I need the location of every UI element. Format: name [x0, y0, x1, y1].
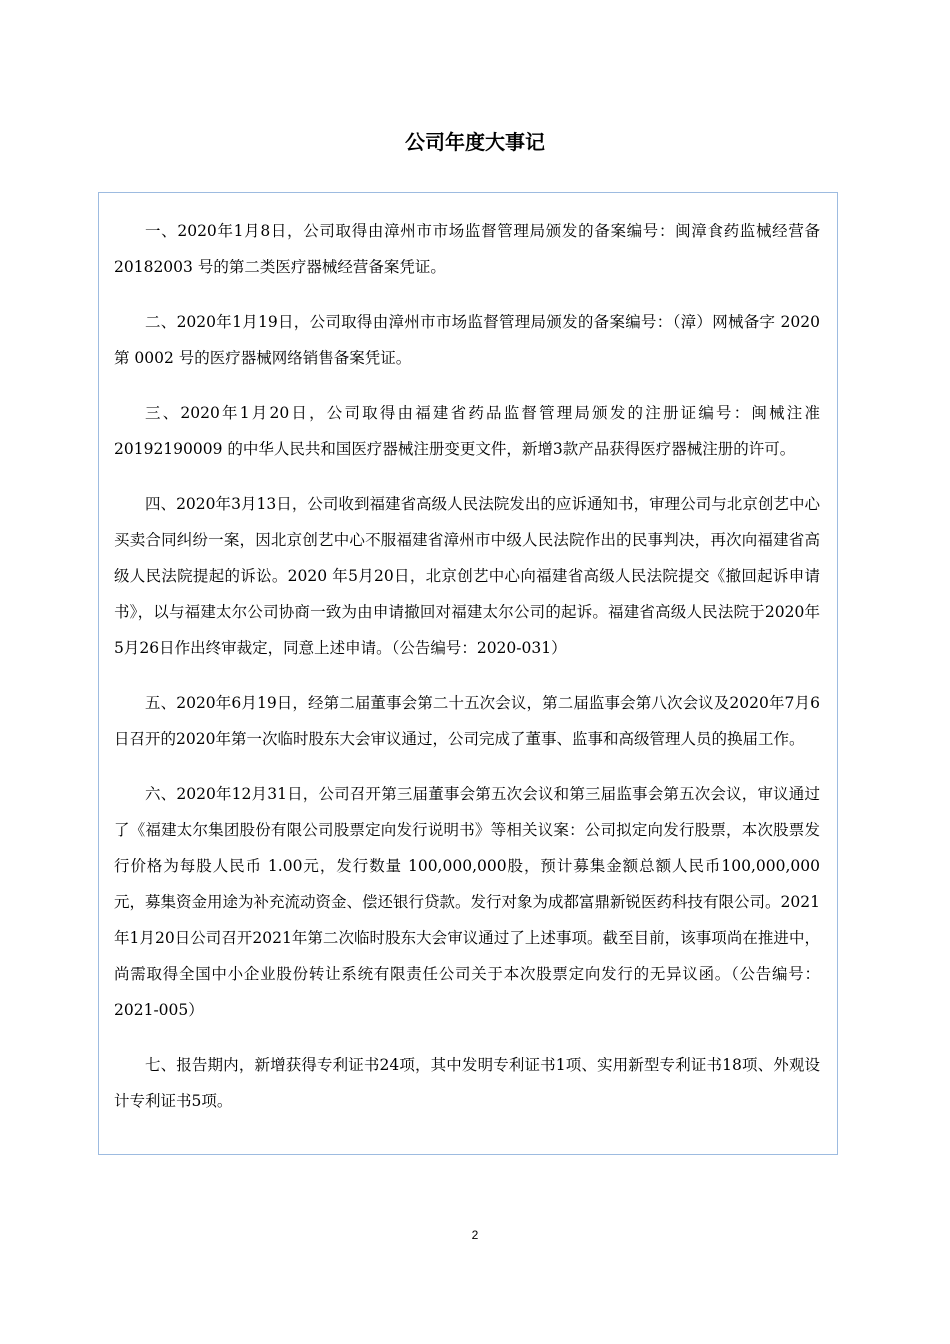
- page-number: 2: [471, 1228, 479, 1242]
- event-paragraph-5: 五、2020年6月19日，经第二届董事会第二十五次会议，第二届监事会第八次会议及2020年7月6日召开的2020年第一次临时股东大会审议通过，公司完成了董事、监事和高级管理人员的换届工作。: [114, 694, 820, 748]
- events-box: [98, 192, 838, 1155]
- event-paragraph-2: 二、2020年1月19日，公司取得由漳州市市场监督管理局颁发的备案编号：（漳）网械备字 2020 第 0002 号的医疗器械网络销售备案凭证。: [114, 313, 820, 367]
- event-paragraph-1: 一、2020年1月8日，公司取得由漳州市市场监督管理局颁发的备案编号：闽漳食药监械经营备 20182003 号的第二类医疗器械经营备案凭证。: [114, 222, 820, 276]
- event-paragraph-3: 三、2020年1月20日，公司取得由福建省药品监督管理局颁发的注册证编号：闽械注准 20192190009 的中华人民共和国医疗器械注册变更文件，新增3款产品获得医疗器械注册的许可。: [114, 404, 820, 458]
- event-paragraph-7: 七、报告期内，新增获得专利证书24项，其中发明专利证书1项、实用新型专利证书18项、外观设计专利证书5项。: [114, 1056, 820, 1110]
- event-paragraph-6: 六、2020年12月31日，公司召开第三届董事会第五次会议和第三届监事会第五次会议，审议通过了《福建太尔集团股份有限公司股票定向发行说明书》等相关议案：公司拟定向发行股票，本次股票发行价格为每股人民币 1.00元，发行数量 100,000,000股，预计募集金额总额人民币100,000,000元，募集资金用途为补充流动资金、偿还银行贷款。发行对象为成都富鼎新锐医药科技有限公司。2021年1月20日公司召开2021年第二次临时股东大会审议通过了上述事项。截至目前，该事项尚在推进中，尚需取得全国中小企业股份转让系统有限责任公司关于本次股票定向发行的无异议函。（公告编号：2021-005）: [114, 785, 820, 1019]
- event-paragraph-4: 四、2020年3月13日，公司收到福建省高级人民法院发出的应诉通知书，审理公司与北京创艺中心买卖合同纠纷一案，因北京创艺中心不服福建省漳州市中级人民法院作出的民事判决，再次向福建省高级人民法院提起的诉讼。2020 年5月20日，北京创艺中心向福建省高级人民法院提交《撤回起诉申请书》，以与福建太尔公司协商一致为由申请撤回对福建太尔公司的起诉。福建省高级人民法院于2020年5月26日作出终审裁定，同意上述申请。（公告编号：2020-031）: [114, 495, 820, 657]
- page-title: 公司年度大事记: [405, 130, 545, 154]
